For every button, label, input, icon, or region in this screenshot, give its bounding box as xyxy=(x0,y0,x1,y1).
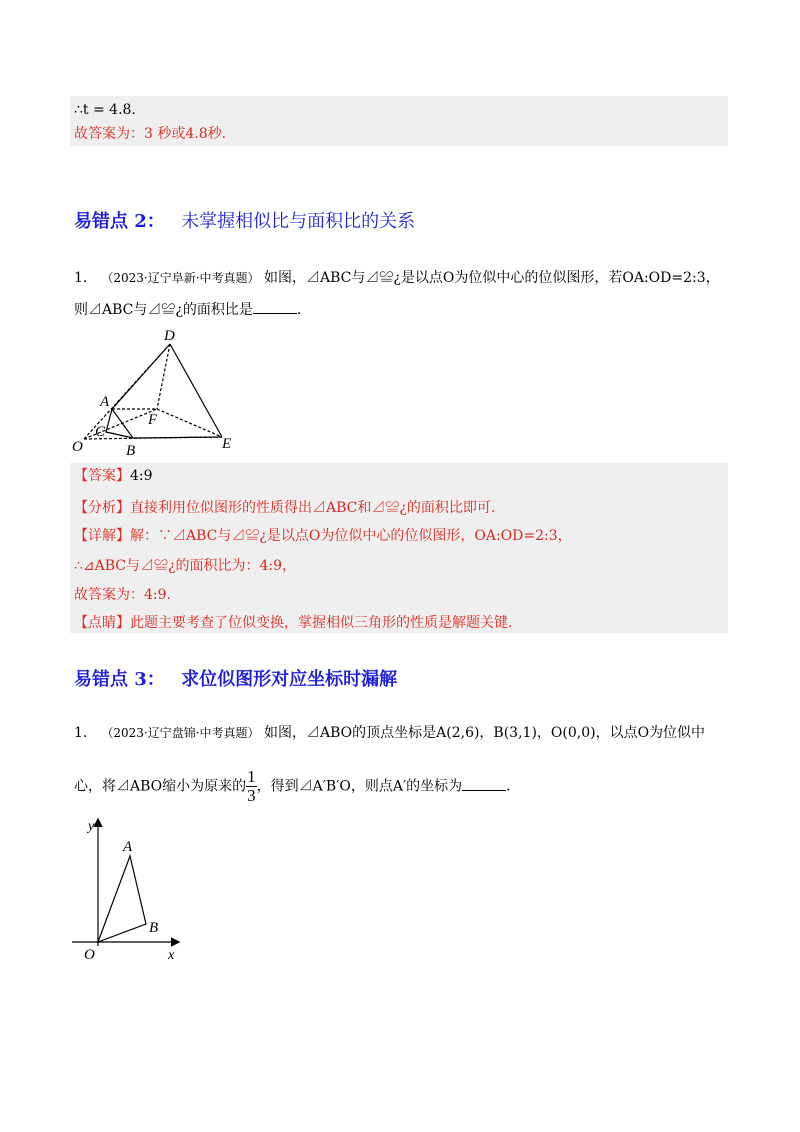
label-C: C xyxy=(95,424,106,440)
question-text: 如图，⊿ABO的顶点坐标是A(2,6)，B(3,1)，O(0,0)，以点O为位似中 xyxy=(264,725,706,741)
answer-blank xyxy=(462,778,506,791)
line-DE xyxy=(170,344,222,437)
question-text: 如图，⊿ABC与⊿≌¿是以点O为位似中心的位似图形，若OA:OD=2:3， xyxy=(264,270,720,286)
analysis-tag: 【分析】 xyxy=(74,500,130,516)
section-title: 求位似图形对应坐标时漏解 xyxy=(181,669,398,690)
point-line xyxy=(74,613,512,633)
label-y: y xyxy=(88,819,95,834)
question-line-1 xyxy=(74,268,720,288)
line-DA xyxy=(112,344,170,409)
label-O: O xyxy=(72,439,83,455)
detail-text-3: 故答案为：4:9. xyxy=(74,587,171,603)
question-source: （2023·辽宁盘锦·中考真题） xyxy=(101,726,260,740)
label-B: B xyxy=(149,920,159,936)
coordinate-figure xyxy=(68,814,198,964)
conclusion-line: ∴t = 4.8. xyxy=(74,102,136,118)
question-text: ，得到⊿A′B′O，则点A′的坐标为 xyxy=(256,778,463,795)
label-A: A xyxy=(100,394,110,410)
answer-line xyxy=(74,466,153,486)
detail-line-1 xyxy=(74,526,572,546)
label-F: F xyxy=(148,412,158,428)
detail-text-2: ∴⊿ABC与⊿≌¿的面积比为：4:9， xyxy=(74,558,297,574)
analysis-text: 直接利用位似图形的性质得出⊿ABC和⊿≌¿的面积比即可. xyxy=(130,500,496,516)
section-label: 易错点 3： xyxy=(74,669,165,690)
question-text: 则⊿ABC与⊿≌¿的面积比是 xyxy=(74,302,253,318)
detail-line-3 xyxy=(74,585,171,605)
question-line-2: 则⊿ABC与⊿≌¿的面积比是 . xyxy=(74,302,302,318)
detail-line-2 xyxy=(74,556,296,576)
line-FE xyxy=(157,409,222,437)
question-number: 1． xyxy=(74,270,97,286)
question-line-1 xyxy=(74,723,705,743)
final-answer-line: 故答案为：3 秒或4.8秒. xyxy=(74,126,227,142)
line-BE xyxy=(133,437,222,438)
answer-value: 4:9 xyxy=(130,468,153,484)
section-heading-2 xyxy=(74,207,415,233)
line-DF xyxy=(157,344,170,409)
question-source: （2023·辽宁阜新·中考真题） xyxy=(101,271,260,285)
detail-tag: 【详解】 xyxy=(74,528,130,544)
analysis-line xyxy=(74,498,495,518)
question-number: 1． xyxy=(74,725,97,741)
question-text: 心，将⊿ABO缩小为原来的 xyxy=(74,778,247,795)
label-A: A xyxy=(123,839,133,855)
answer-tag: 【答案】 xyxy=(74,468,130,484)
detail-text-1: 解：∵⊿ABC与⊿≌¿是以点O为位似中心的位似图形，OA:OD=2:3， xyxy=(130,528,572,544)
section-title: 未掌握相似比与面积比的关系 xyxy=(181,211,416,232)
triangle-ABO xyxy=(98,856,146,942)
section-label: 易错点 2： xyxy=(74,211,165,232)
label-x: x xyxy=(168,948,175,963)
section-heading-3 xyxy=(74,665,397,691)
answer-blank xyxy=(253,301,297,314)
label-D: D xyxy=(164,328,175,344)
similar-triangles-figure xyxy=(62,324,242,459)
point-tag: 【点睛】 xyxy=(74,615,130,631)
answer-box-2 xyxy=(70,463,728,633)
label-O: O xyxy=(84,947,95,963)
label-E: E xyxy=(222,436,232,452)
question-line-2: 心，将⊿ABO缩小为原来的 $\frac{1}{3}$ ，得到⊿A′B′O，则点A′的坐标为 . xyxy=(74,767,511,805)
point-text: 此题主要考查了位似变换，掌握相似三角形的性质是解题关键. xyxy=(130,615,513,631)
triangle-ABC xyxy=(106,409,133,438)
label-B: B xyxy=(126,443,136,459)
fraction-one-third: $\frac{1}{3}$ xyxy=(247,767,256,805)
